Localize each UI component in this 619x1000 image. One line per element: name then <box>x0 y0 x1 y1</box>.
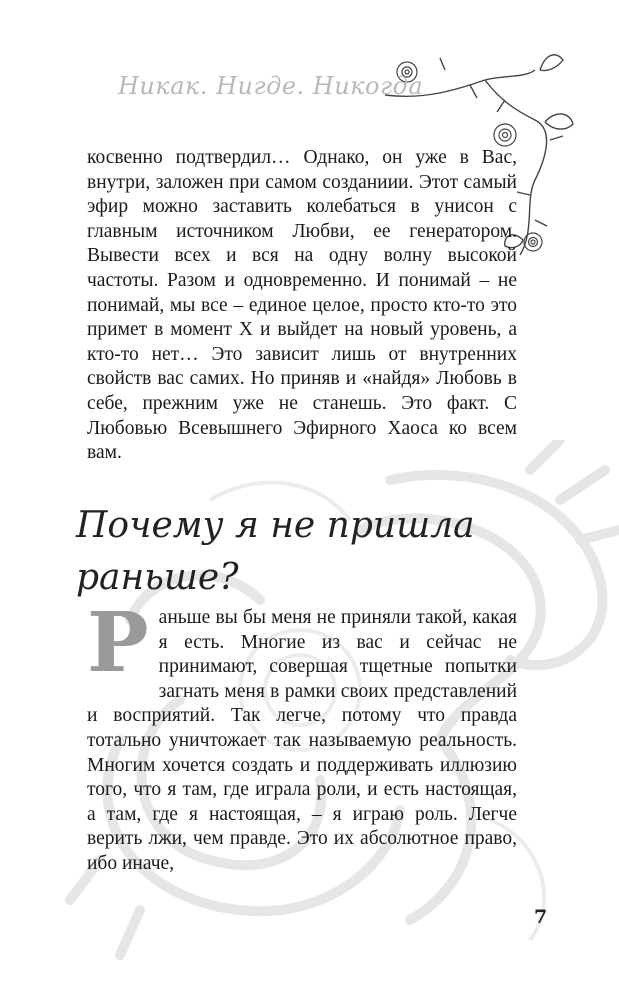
running-header: Никак. Нигде. Никогда <box>118 72 424 100</box>
paragraph: аньше вы бы меня не приняли такой, какая я есть. Многие из вас и сейчас не принимают, совершая тщетные попытки загнать меня в рамки своих представлений и восприятий. Так легче, потому что правда тотально уничтожает так называемую реальность. Многим хочется создать и поддерживать иллюзию того, что я там, где играла роли, и есть настоящая, а там, где я настоящая, – я играю роль. Легче верить лжи, чем правде. Это их абсолютное право, ибо иначе, <box>87 607 517 874</box>
body-text-block-2 <box>87 595 517 877</box>
section-heading <box>76 500 496 604</box>
paragraph: косвенно подтвердил… Однако, он уже в Вас, внутри, заложен при самом созданиии. Этот самый эфир можно заставить колебаться в унисон с главным источником Любви, ее генератором. Вывести всех и вся на одну волну высокой частоты. Разом и одновременно. И понимай – не понимай, мы все – единое целое, просто кто-то это примет в момент Х и выйдет на новый уровень, а кто-то нет… Это зависит лишь от внутренних свойств вас самих. Но приняв и «найдя» Любовь в себе, прежним уже не станешь. Это факт. С Любовью Всевышнего Эфирного Хаоса ко всем вам. <box>87 147 517 464</box>
body-text-block-1 <box>87 146 517 466</box>
page-number: 7 <box>534 906 548 928</box>
section-heading-line-1: Почему я не пришла <box>76 505 475 546</box>
section-heading-line-2: раньше? <box>76 557 239 598</box>
drop-cap: Р <box>87 595 149 691</box>
